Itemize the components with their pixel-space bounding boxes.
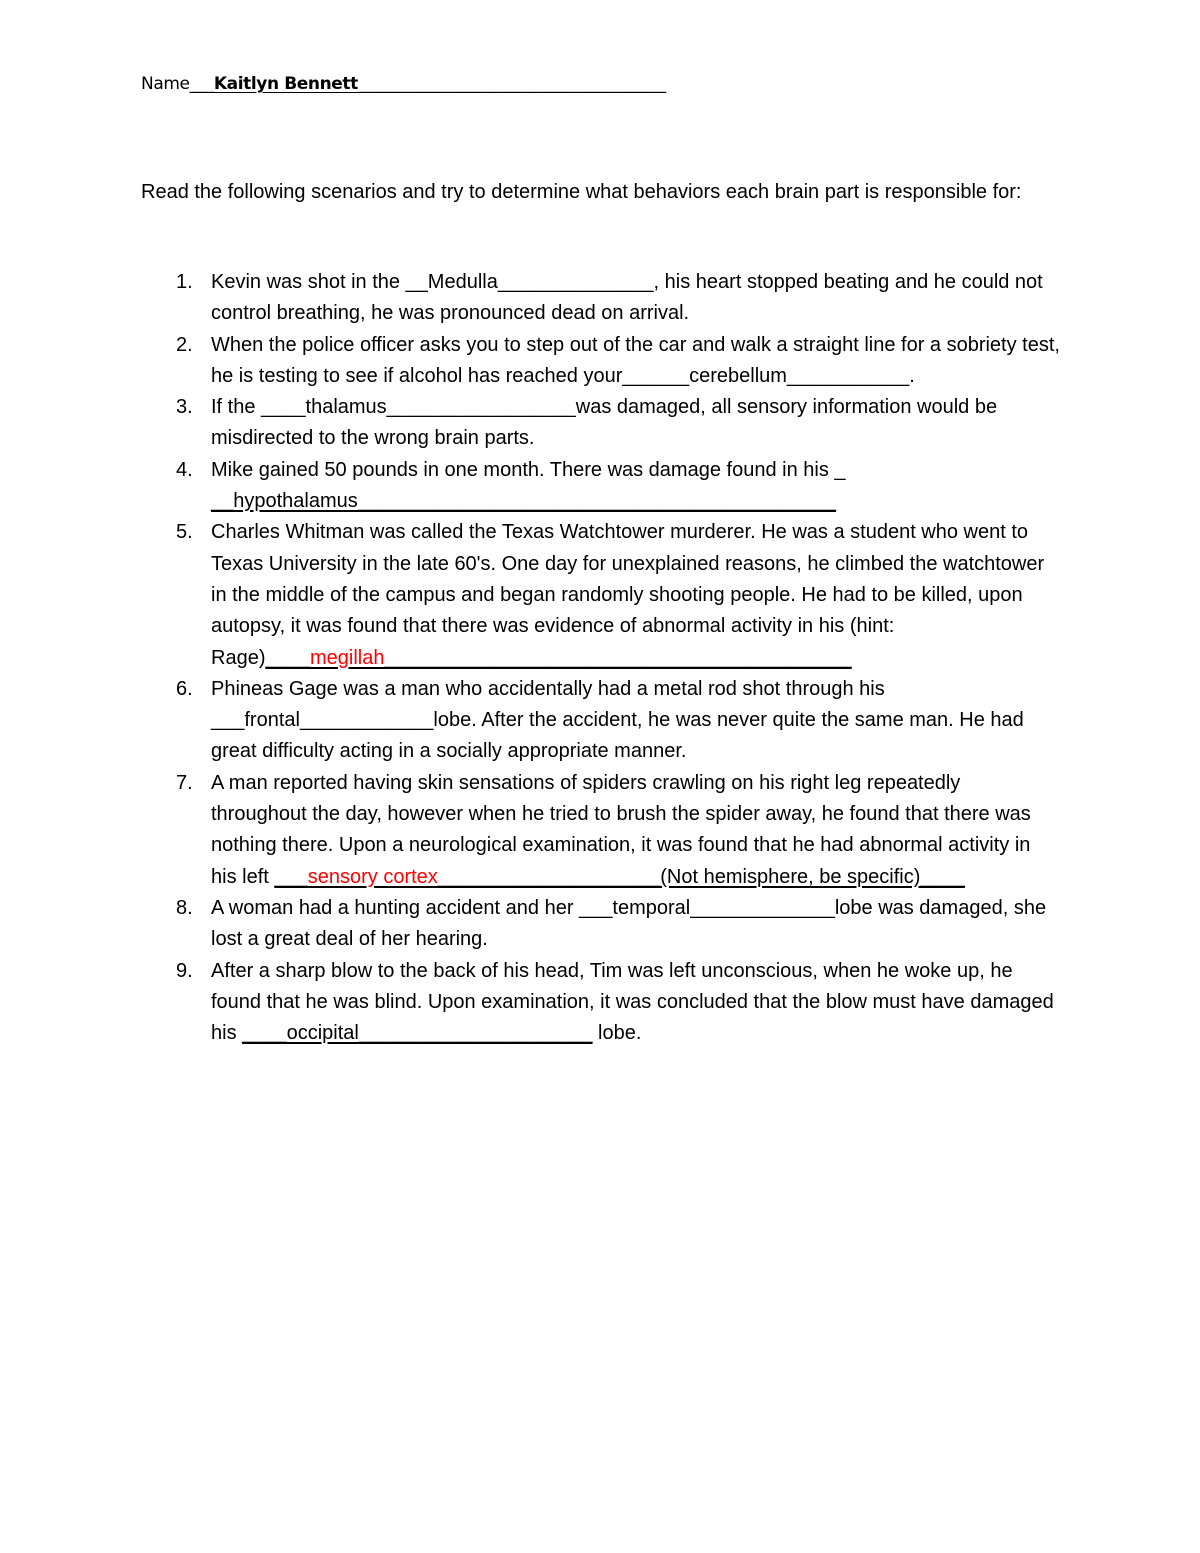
item-number: 1. bbox=[176, 271, 193, 293]
item-text: When the police officer asks you to step out of the car and walk a straight line for a sobriety test, he is testing to see if alcohol has reached your______cerebellum___________. bbox=[211, 333, 1060, 387]
item-text: Phineas Gage was a man who accidentally had a metal rod shot through his ___frontal____________lobe. After the accident, he was never quite the same man. He had great difficulty acting in a socially appropriate manner. bbox=[211, 677, 1024, 763]
scenario-item-7 bbox=[141, 768, 1061, 893]
name-label: Name bbox=[141, 74, 190, 94]
answer-blank: ____megillah__________________________________________ bbox=[265, 646, 852, 669]
scenario-item-5 bbox=[141, 517, 1061, 673]
name-field: ___Kaitlyn Bennett______________________________________ bbox=[189, 74, 666, 94]
item-text: Charles Whitman was called the Texas Watchtower murderer. He was a student who went to Texas University in the late 60's. One day for unexplained reasons, he climbed the watchtower in the middle of the campus and began randomly shooting people. He had to be killed, upon autopsy, it was found that there was evidence of abnormal activity in his (hint: Rage) bbox=[211, 521, 1045, 669]
scenario-item-1 bbox=[141, 267, 1061, 330]
item-text: A woman had a hunting accident and her ___temporal_____________lobe was damaged, she lost a great deal of her hearing. bbox=[211, 896, 1047, 951]
scenario-item-9 bbox=[141, 956, 1061, 1050]
item-text: After a sharp blow to the back of his head, Tim was left unconscious, when he woke up, he found that he was blind. Upon examination, it was concluded that the blow must have damaged his bbox=[211, 959, 1054, 1045]
answer-text: megillah bbox=[309, 646, 385, 669]
item-text: A man reported having skin sensations of spiders crawling on his right leg repeatedly throughout the day, however when he tried to brush the spider away, he found that there was nothing there. Upon a neurological examination, it was found that he had abnormal activity in his left bbox=[211, 771, 1031, 888]
item-text: If the ____thalamus_________________was damaged, all sensory information would be misdirected to the wrong brain parts. bbox=[211, 396, 998, 450]
scenario-item-8 bbox=[141, 893, 1061, 956]
item-number: 7. bbox=[176, 771, 193, 794]
student-name: Kaitlyn Bennett bbox=[213, 74, 358, 94]
item-number: 6. bbox=[176, 677, 193, 700]
answer-text: sensory cortex bbox=[307, 865, 438, 888]
item-number: 8. bbox=[176, 896, 193, 919]
scenario-item-3 bbox=[141, 392, 1061, 455]
item-text: Kevin was shot in the __Medulla______________, his heart stopped beating and he could not control breathing, he was pronounced dead on arrival. bbox=[211, 271, 1043, 325]
item-number: 4. bbox=[176, 458, 193, 481]
item-number: 2. bbox=[176, 333, 193, 356]
item-number: 5. bbox=[176, 521, 193, 544]
item-text: Mike gained 50 pounds in one month. There was damage found in his _ bbox=[211, 458, 846, 481]
item-text-end: lobe. bbox=[592, 1022, 642, 1045]
answer-blank: ___sensory cortex____________________(Not hemisphere, be specific)____ bbox=[274, 865, 965, 888]
item-number: 9. bbox=[176, 959, 193, 982]
instructions: Read the following scenarios and try to determine what behaviors each brain part is responsible for: bbox=[141, 181, 1022, 203]
scenario-list bbox=[141, 267, 1061, 1049]
scenario-item-4 bbox=[141, 455, 1061, 518]
item-number: 3. bbox=[176, 396, 193, 419]
name-line bbox=[141, 74, 781, 94]
answer-blank: __hypothalamus___________________________________________ bbox=[211, 490, 837, 513]
scenario-item-6 bbox=[141, 674, 1061, 768]
answer-blank: ____occipital_____________________ bbox=[242, 1022, 593, 1045]
scenario-item-2 bbox=[141, 330, 1061, 393]
